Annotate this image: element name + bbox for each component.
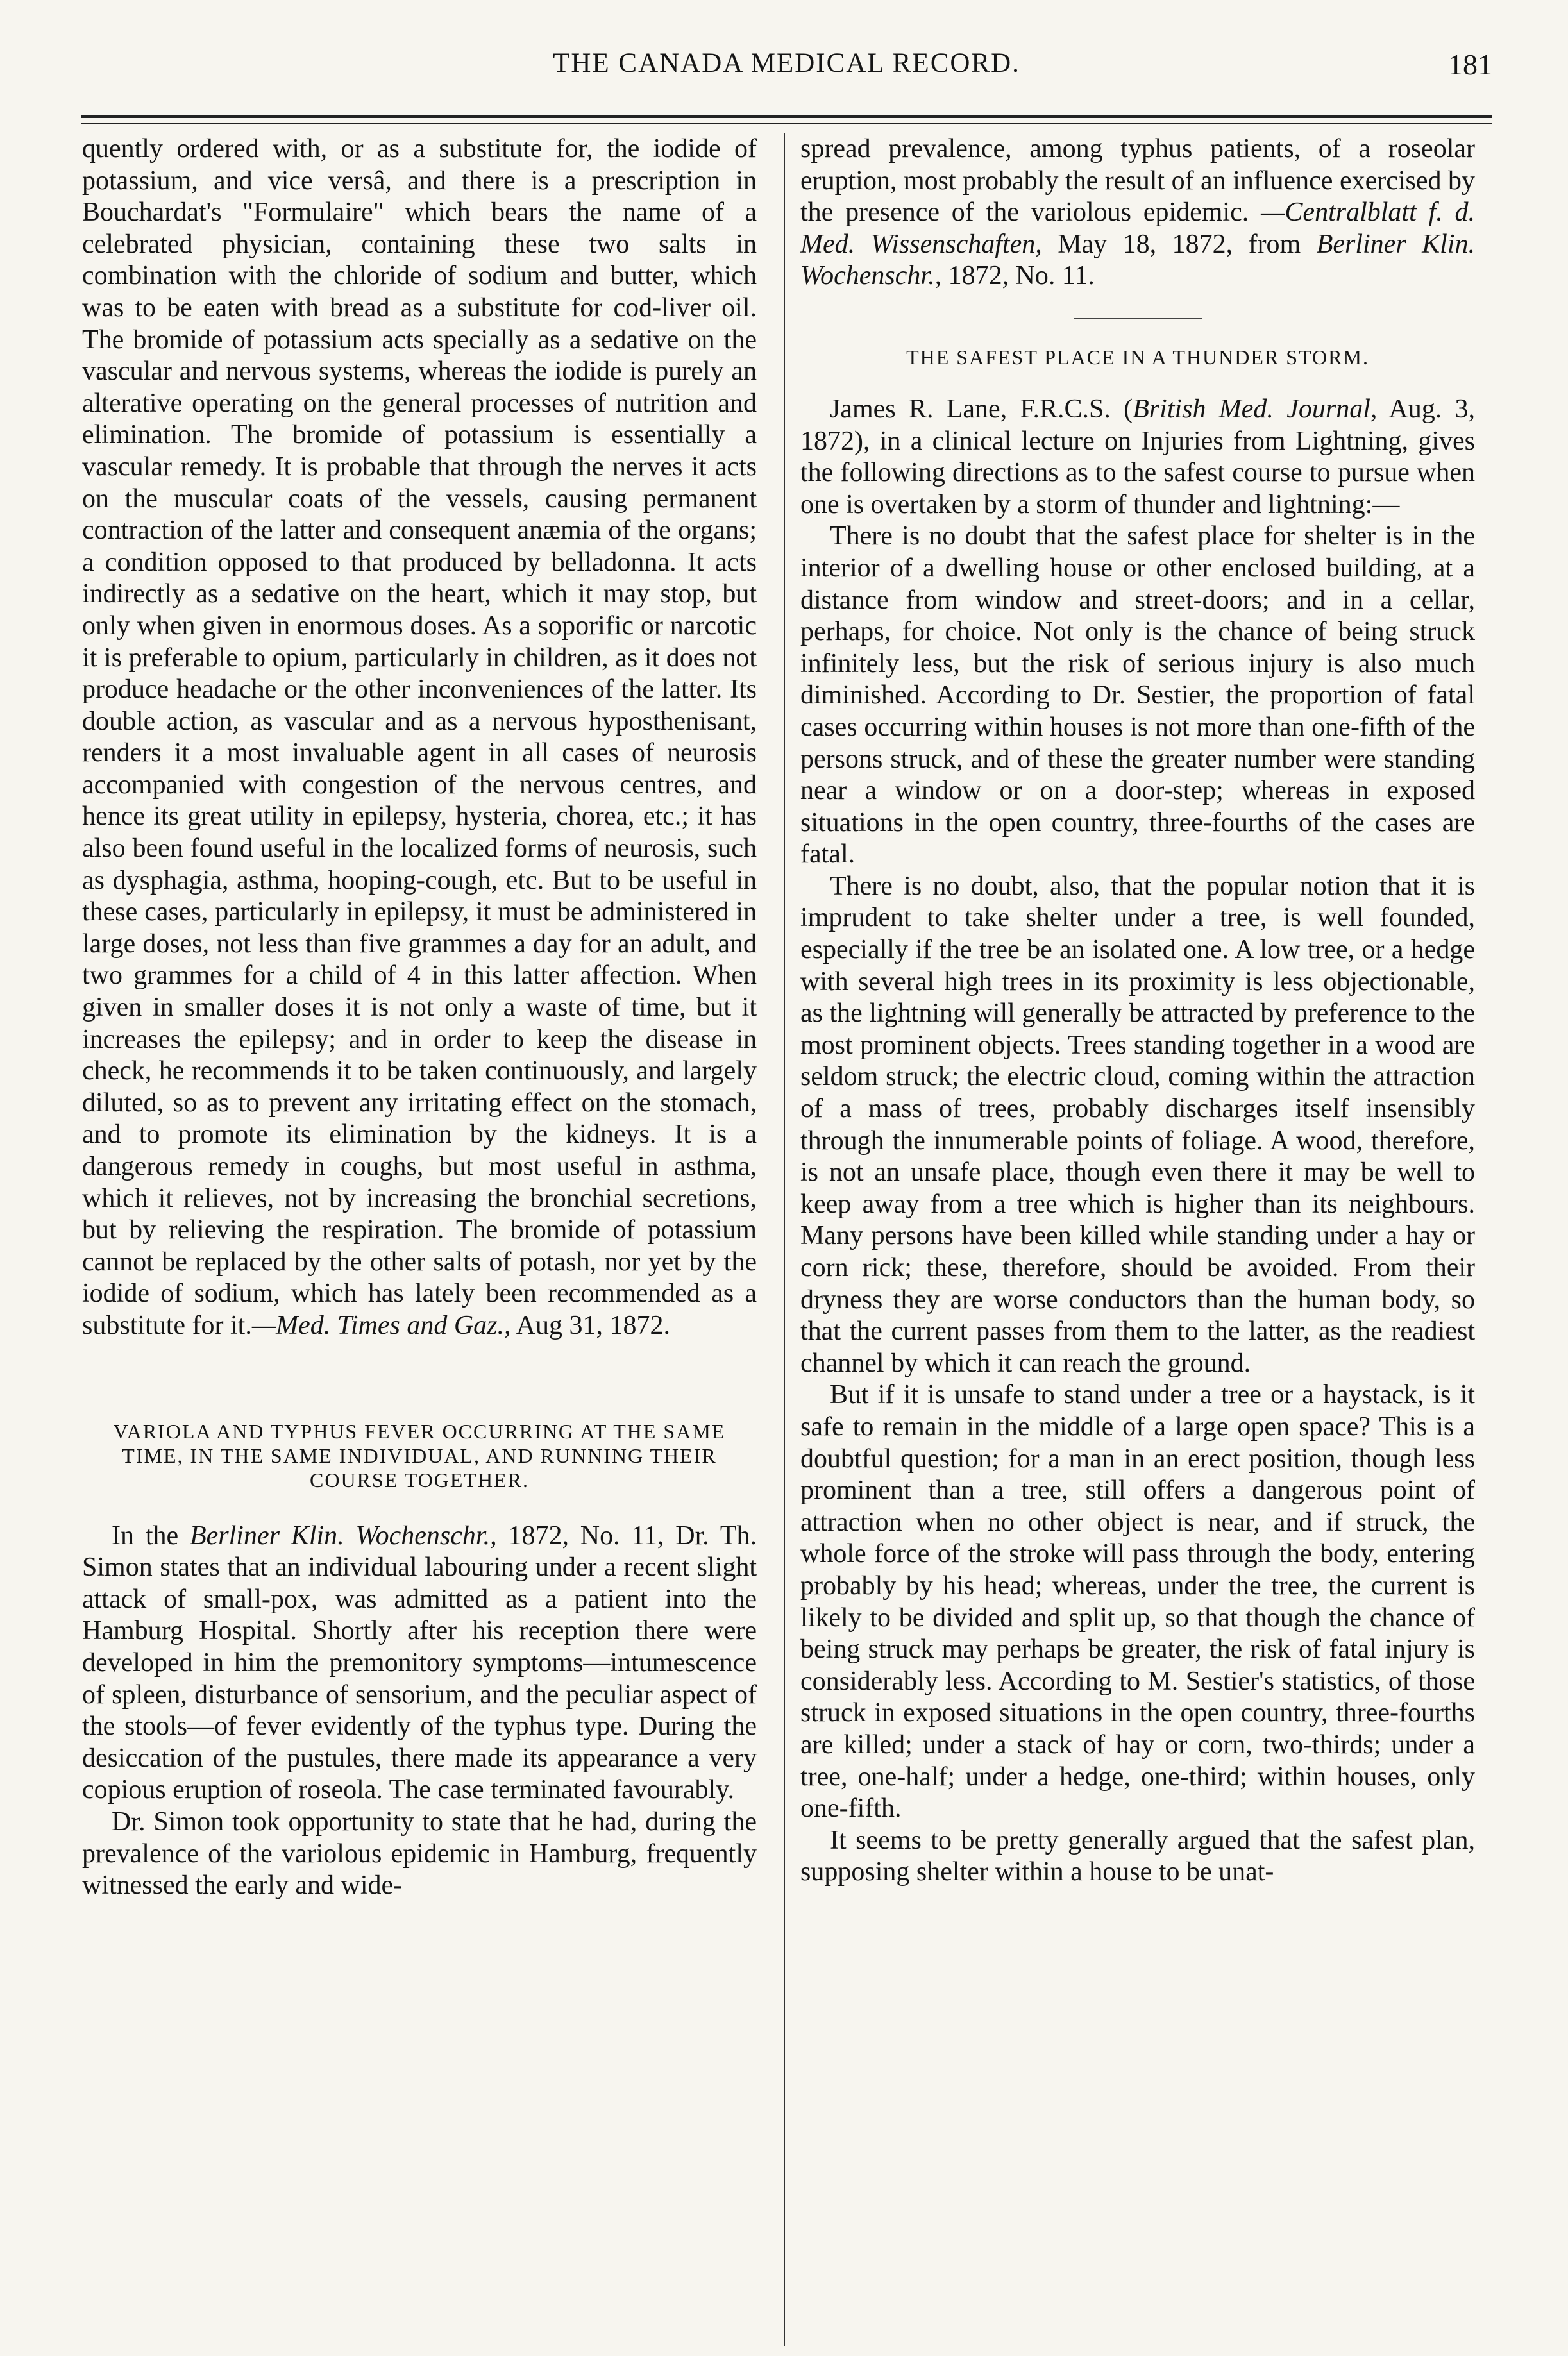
left-column [82,133,757,1902]
variola-paragraph-2: Dr. Simon took opportunity to state that he had, during the prevalence of the variolous epidemic in Hamburg, frequently witnessed the early and wide- [82,1806,757,1901]
thunder-paragraph-2: There is no doubt, also, that the popular notion that it is imprudent to take shelter under a tree, is well founded, especially if the tree be an isolated one. A low tree, or a hedge with several high trees in its proximity is less objectionable, as the lightning will generally be attracted by preference to the most prominent objects. Trees standing together in a wood are seldom struck; the electric cloud, coming within the attraction of a mass of trees, probably discharges itself insensibly through the innumerable points of foliage. A wood, therefore, is not an unsafe place, though even there it may be well to keep away from a tree which is higher than its neighbours. Many persons have been killed while standing under a hay or corn rick; these, therefore, should be avoided. From their dryness they are worse conductors than the human body, so that the current passes from them to the latter, as the readiest channel by which it can reach the ground. [800,871,1475,1378]
variola-source: Berliner Klin. Wochenschr., [190,1520,497,1551]
citation-source: —Med. Times and Gaz., [251,1310,511,1340]
variola-cont-text: spread prevalence, among typhus patients, of a roseolar eruption, most probably the result of an influence exercised by the presence of the variolous epidemic. [800,134,1476,228]
section-title-thunder-storm: THE SAFEST PLACE IN A THUNDER STORM. [906,345,1369,369]
variola-continuation [800,133,1475,292]
intro-source: British Med. Journal, [1133,394,1378,424]
citation-2-source: Berliner Klin. Wochenschr., [800,229,1475,291]
column-divider [784,133,785,2346]
variola-lead: In the [112,1520,190,1551]
running-title: THE CANADA MEDICAL RECORD. [553,48,1020,78]
citation-2-rest: May 18, 1872, from [1041,229,1317,259]
thunder-intro [800,394,1475,521]
thunder-paragraph-3: But if it is unsafe to stand under a tree or a haystack, is it safe to remain in the middle of a large open space? This is a doubtful question; for a man in an erect position, though less prominent than a tree, still offers a dangerous point of attraction when no other object is near, and if struck, the whole force of the stroke will pass through the body, entering probably by his head; whereas, under the tree, the current is likely to be divided and split up, so that though the chance of being struck may perhaps be greater, the risk of fatal injury is considerably less. According to M. Sestier's statistics, of those struck in exposed situations in the open country, three-fourths are killed; under a stack of hay or corn, two-thirds; under a tree, one-half; under a hedge, one-third; within houses, only one-fifth. [800,1380,1475,1824]
variola-paragraph-1 [82,1520,757,1806]
page-number: 181 [1448,48,1492,81]
running-head [81,47,1492,92]
citation-date: Aug 31, 1872. [510,1310,671,1340]
intro-rest: Aug. 3, 1872), in a clinical lecture on Injuries from Lightning, gives the following directions as to the safest course to pursue when one is overtaken by a storm of thunder and lightning:— [800,394,1475,519]
centralblatt-citation: —Centralblatt f. d. Med. Wissenschaften, [800,198,1476,259]
bromide-article-text [82,133,757,1342]
bromide-paragraph: quently ordered with, or as a substitute for, the iodide of potassium, and vice versâ, and there is a prescription in Bouchardat's "Formulaire" which bears the name of a celebrated physician, containing these two salts in combination with the chloride of sodium and butter, which was to be eaten with bread as a substitute for cod-liver oil. The bromide of potassium acts specially as a sedative on the vascular and nervous systems, whereas the iodide is purely an alterative operating on the general processes of nutrition and elimination. The bromide of potassium is essentially a vascular remedy. It is probable that through the nerves it acts on the muscular coats of the vessels, causing permanent contraction of the latter and consequent anæmia of the organs; a condition opposed to that produced by belladonna. It acts indirectly as a sedative on the heart, which it may stop, but only when given in enormous doses. As a soporific or narcotic it is preferable to opium, particularly in children, as it does not produce headache or the other inconveniences of the latter. Its double action, as vascular and as a nervous hyposthenisant, renders it a most invaluable agent in all cases of neurosis accompanied with congestion of the nervous centres, and hence its great utility in epilepsy, hysteria, chorea, etc.; it has also been found useful in the localized forms of neurosis, such as dysphagia, asthma, hooping-cough, etc. But to be useful in these cases, particularly in epilepsy, it must be administered in large doses, not less than five grammes a day for an adult, and two grammes for a child of 4 in this latter affection. When given in smaller doses it is not only a waste of time, but it increases the epilepsy; and in order to keep the disease in check, he recommends it to be taken continuously, and largely diluted, so as to prevent any irritating effect on the stomach, and to promote its elimination by the kidneys. It is a dangerous remedy in coughs, but most useful in asthma, which it relieves, not by increasing the bronchial secretions, but by relieving the respiration. The bromide of potassium cannot be replaced by the other salts of potash, nor yet by the iodide of sodium, which has lately been recommended as a substitute for it. [82,134,757,1340]
variola-body: 1872, No. 11, Dr. Th. Simon states that an individual labouring under a recent slight attack of small-pox, was admitted as a patient into the Hamburg Hospital. Shortly after his reception there were developed in him the premonitory symptoms—intumescence of spleen, disturbance of sensorium, and the peculiar aspect of the stools—of fever evidently of the typhus type. During the desiccation of the pustules, there made its appearance a very copious eruption of roseola. The case terminated favourably. [82,1520,757,1805]
thunder-paragraph-4: It seems to be pretty generally argued that the safest plan, supposing shelter within a house to be unat- [800,1825,1475,1887]
citation-2-end: 1872, No. 11. [941,261,1095,291]
header-rule [81,115,1492,124]
thunder-paragraph-1: There is no doubt that the safest place for shelter is in the interior of a dwelling house or other enclosed building, at a distance from window and street-doors; and in a cellar, perhaps, for choice. Not only is the chance of being struck infinitely less, but the risk of serious injury is also much diminished. According to Dr. Sestier, the proportion of fatal cases occurring within houses is not more than one-fifth of the persons struck, and of these the greater number were standing near a window or on a door-step; whereas in exposed situations in the open country, three-fourths of the cases are fatal. [800,521,1475,870]
right-column [800,133,1475,1889]
intro-lead: James R. Lane, F.R.C.S. ( [830,394,1133,424]
section-title-variola: VARIOLA AND TYPHUS FEVER OCCURRING AT THE SAME TIME, IN THE SAME INDIVIDUAL, AND RUNNING THEIR COURSE TOGETHER. [113,1419,726,1492]
